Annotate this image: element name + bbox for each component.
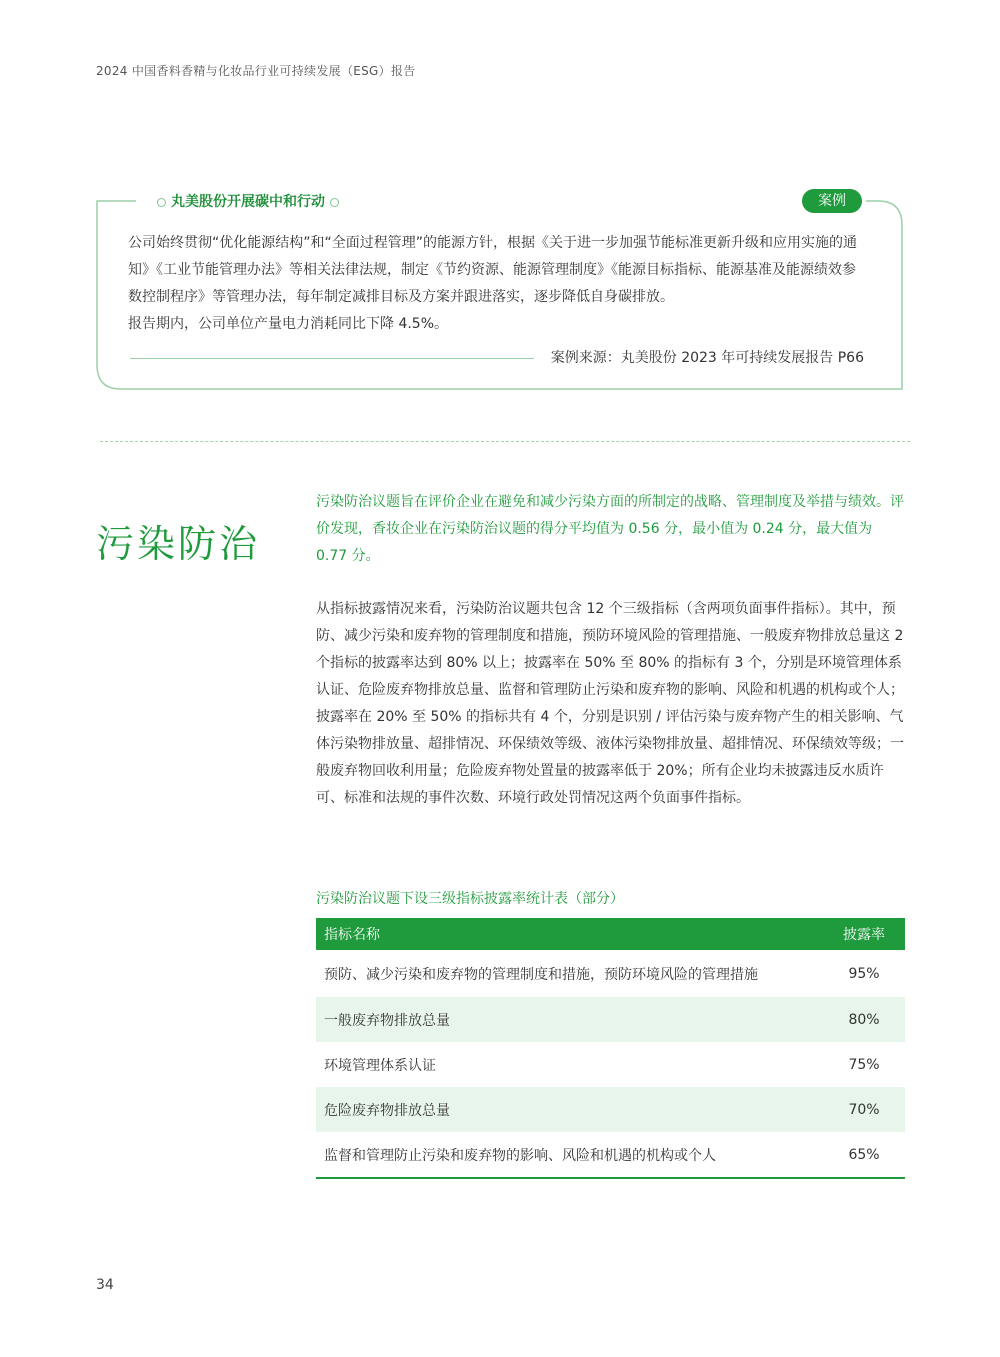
indicator-name: 监督和管理防止污染和废弃物的影响、风险和机遇的机构或个人 <box>324 1147 716 1164</box>
case-source: 案例来源：丸美股份 2023 年可持续发展报告 P66 <box>543 347 864 367</box>
table-row <box>316 1087 905 1132</box>
section-divider <box>100 441 910 442</box>
disclosure-rate: 95% <box>848 965 880 982</box>
header-disclosure-rate: 披露率 <box>823 918 905 950</box>
section-body: 从指标披露情况来看，污染防治议题共包含 12 个三级指标（含两项负面事件指标）。其中，预防、减少污染和废弃物的管理制度和措施，预防环境风险的管理措施、一般废弃物排放总量这 2 个指标的披露率达到 80% 以上；披露率在 50% 至 80% 的指标有 3 个，分别是环境管理体系认证、危险废弃物排放总量、监督和管理防止污染和废弃物的影响、风险和机遇的机构或个人；披露率在 20% 至 50% 的指标共有 4 个，分别是识别 / 评估污染与废弃物产生的相关影响、气体污染物排放量、超排情况、环保绩效等级、液体污染物排放量、超排情况、环保绩效等级；一般废弃物回收利用量；危险废弃物处置量的披露率低于 20%；所有企业均未披露违反水质许可、标准和法规的事件次数、环境行政处罚情况这两个负面事件指标。 <box>316 601 904 806</box>
case-title <box>146 191 350 211</box>
disclosure-rate-table <box>316 918 905 1179</box>
case-paragraph: 报告期内，公司单位产量电力消耗同比下降 4.5%。 <box>128 316 449 332</box>
case-paragraph: 公司始终贯彻“优化能源结构”和“全面过程管理”的能源方针，根据《关于进一步加强节能标准更新升级和应用实施的通知》《工业节能管理办法》等相关法律法规，制定《节约资源、能源管理制度》《能源目标指标、能源基准及能源绩效参数控制程序》等管理办法，每年制定减排目标及方案并跟进落实，逐步降低自身碳排放。 <box>128 235 858 305</box>
ring-icon <box>157 198 166 207</box>
case-title-text: 丸美股份开展碳中和行动 <box>171 194 325 210</box>
table-row <box>316 1042 905 1087</box>
section-intro: 污染防治议题旨在评价企业在避免和减少污染方面的所制定的战略、管理制度及举措与绩效。评价发现，香妆企业在污染防治议题的得分平均值为 0.56 分，最小值为 0.24 分，最大值为 0.77 分。 <box>316 494 904 564</box>
table-row <box>316 997 905 1042</box>
table-caption: 污染防治议题下设三级指标披露率统计表（部分） <box>316 891 624 907</box>
table-header-row <box>316 918 905 950</box>
indicator-name: 危险废弃物排放总量 <box>316 1087 823 1132</box>
page-number: 34 <box>96 1277 114 1293</box>
indicator-name: 预防、减少污染和废弃物的管理制度和措施，预防环境风险的管理措施 <box>324 966 758 983</box>
disclosure-rate: 80% <box>823 997 905 1042</box>
case-box <box>96 193 904 390</box>
ring-icon <box>330 198 339 207</box>
case-body <box>128 230 868 338</box>
case-badge: 案例 <box>802 189 862 213</box>
disclosure-rate: 65% <box>848 1146 880 1163</box>
running-header: 2024 中国香料香精与化妆品行业可持续发展（ESG）报告 <box>96 64 416 78</box>
disclosure-rate: 70% <box>823 1087 905 1132</box>
disclosure-rate: 75% <box>848 1056 880 1073</box>
section-title: 污染防治 <box>96 522 261 567</box>
case-source-rule <box>130 358 534 359</box>
indicator-name: 一般废弃物排放总量 <box>316 997 823 1042</box>
table-row <box>316 950 905 997</box>
table-row <box>316 1132 905 1178</box>
indicator-name: 环境管理体系认证 <box>324 1057 436 1074</box>
header-indicator-name: 指标名称 <box>316 918 823 950</box>
